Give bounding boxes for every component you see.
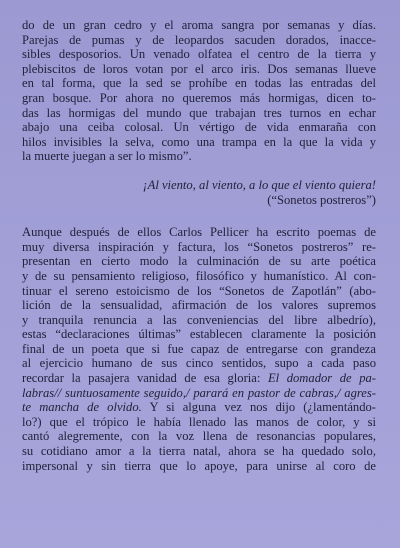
- text-line: do de un gran cedro y el aroma sangra por semanas y días.: [22, 18, 376, 32]
- text-line: en tal forma, que la sed se prohíbe en todas las entradas del: [22, 76, 376, 91]
- text-line: [22, 400, 376, 415]
- text-segment: muy diversa inspiración y factura, los “Sonetos postreros” re-: [22, 239, 376, 254]
- text-line: Parejas de pumas y de leopardos sacuden dorados, inacce-: [22, 32, 376, 47]
- text-line: abajo una ceiba colosal. Un vértigo de vida enmaraña con: [22, 120, 376, 135]
- text-line: la muerte juegan a ser lo mismo”.: [22, 149, 192, 164]
- text-line: [22, 342, 376, 357]
- text-line: [22, 386, 376, 401]
- text-line: [22, 356, 376, 371]
- text-line: [22, 429, 376, 444]
- text-segment: impersonal y sin tierra que lo apoye, para unirse al coro de: [22, 458, 376, 473]
- text-line: [22, 415, 376, 430]
- text-segment: recordar la pasajera vanidad de esa gloria:: [22, 371, 268, 386]
- text-line: [22, 371, 376, 386]
- italic-quote-segment: labras// suntuosamente seguido,/ parará en pastor de cabras,/ agres-: [22, 385, 376, 400]
- text-segment: final de un poeta que si fue capaz de entregarse con grandeza: [22, 341, 376, 356]
- text-segment: estas “declaraciones últimas” establecen claramente la posición: [22, 327, 376, 342]
- text-segment: lo?) que el trópico le había llenado las manos de color, y si: [22, 414, 376, 429]
- text-line: [22, 269, 376, 284]
- text-line: [22, 459, 376, 474]
- text-segment: cantó alegremente, con la voz llena de resonancias populares,: [22, 429, 376, 444]
- text-line: [22, 298, 376, 313]
- paragraph-prose: [22, 18, 376, 164]
- text-segment: y tranquila renuncia a las conveniencias del libre albedrío),: [22, 312, 376, 327]
- epigraph: [22, 178, 376, 207]
- text-line: [22, 240, 376, 255]
- text-line: plebiscitos de loros votan por el arco iris. Dos semanas llueve: [22, 61, 376, 76]
- epigraph-source: (“Sonetos postreros”): [267, 192, 376, 207]
- text-line: [22, 254, 376, 269]
- text-segment: Aunque después de ellos Carlos Pellicer ha escrito poemas de: [22, 225, 376, 240]
- text-line: [22, 313, 376, 328]
- italic-quote-segment: te mancha de olvido.: [22, 400, 142, 415]
- text-segment: presentan en cierto modo la culminación de su arte poética: [22, 254, 376, 269]
- text-segment: Y si alguna vez nos dijo (¿lamentándo-: [141, 400, 376, 415]
- book-page: [22, 18, 376, 473]
- text-segment: tinuar el sereno estoicismo de los “Sonetos de Zapotlán” (abo-: [22, 283, 376, 298]
- section-gap: [22, 207, 376, 225]
- text-line: das las hormigas del mundo que trabajan tres turnos en echar: [22, 105, 376, 120]
- text-line: [22, 284, 376, 299]
- epigraph-quote: ¡Al viento, al viento, a lo que el viento quiera!: [142, 177, 376, 192]
- text-line: [22, 225, 376, 240]
- text-line: gran bosque. Por ahora no queremos más hormigas, dicen to-: [22, 90, 376, 105]
- text-line: hilos invisibles la selva, como una trampa en la que la vida y: [22, 134, 376, 149]
- text-segment: su cotidiano amor a la tierra natal, ahora se ha quedado solo,: [22, 444, 376, 459]
- text-line: sibles desposorios. Un venado olfatea el centro de la tierra y: [22, 47, 376, 62]
- italic-quote-segment: El domador de pa-: [267, 371, 376, 386]
- text-segment: al ejercicio humano de sus cinco sentidos, supo a cada paso: [22, 356, 376, 371]
- text-line: [22, 444, 376, 459]
- text-segment: lición de la sensualidad, afirmación de los valores supremos: [22, 298, 376, 313]
- paragraph-essay: [22, 225, 376, 473]
- text-line: [22, 327, 376, 342]
- text-segment: y de su pensamiento religioso, filosófico y humanístico. Al con-: [22, 268, 376, 283]
